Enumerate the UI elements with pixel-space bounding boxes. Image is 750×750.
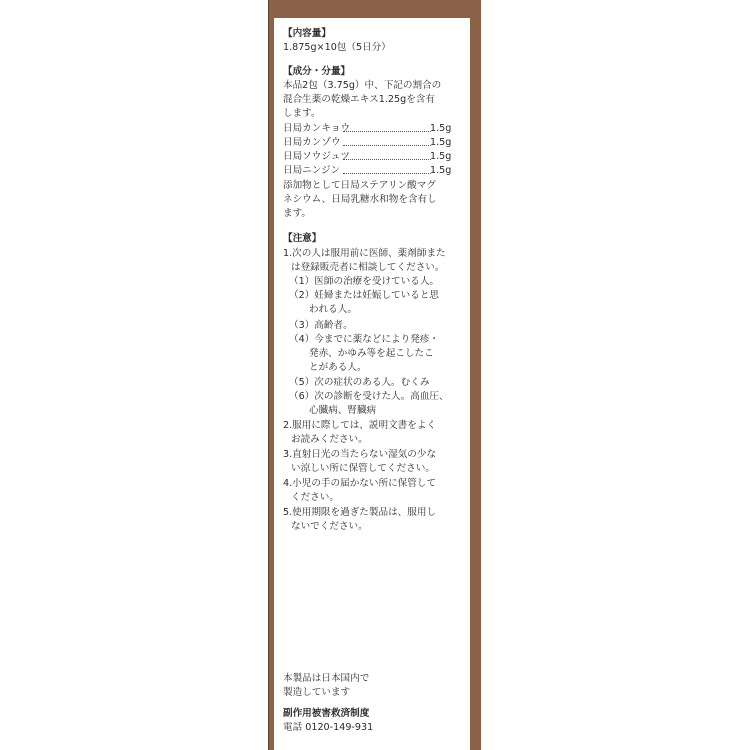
ingredient-name: 日局ニンジン <box>283 165 341 176</box>
caution-line: は登録販売者に相談してください。 <box>291 262 445 273</box>
caution-line: 2.服用に際しては、説明文書をよく <box>283 420 437 431</box>
ingredient-amount: 1.5g <box>430 123 452 134</box>
ingredient-amount: 1.5g <box>430 165 452 176</box>
caution-line: （4）今までに薬などにより発疹・ <box>289 334 440 345</box>
caution-line: お読みください。 <box>291 434 368 445</box>
caution-line: （3）高齢者。 <box>289 320 353 331</box>
ingredient-name: 日局ソウジュツ <box>283 151 350 162</box>
caution-line: （5）次の症状のある人。むくみ <box>289 377 430 388</box>
made-in-line-1: 本製品は日本国内で <box>283 673 370 684</box>
contents-value: 1.875g×10包（5日分） <box>283 42 391 53</box>
ingredient-amount: 1.5g <box>430 137 452 148</box>
caution-line: ください。 <box>291 492 339 503</box>
caution-line: われる人。 <box>309 304 357 315</box>
ingredient-row <box>283 165 473 177</box>
additive-line-3: ます。 <box>283 208 312 219</box>
caution-line: ないでください。 <box>291 521 368 532</box>
leader-dots <box>343 173 431 174</box>
leader-dots <box>343 159 431 160</box>
caution-line: （6）次の診断を受けた人。高血圧、 <box>289 391 449 402</box>
ingredients-intro-1: 本品2包（3.75g）中、下記の割合の <box>283 80 442 91</box>
made-in-line-2: 製造しています <box>283 687 351 698</box>
additive-line-1: 添加物として日局ステアリン酸マグ <box>283 180 436 191</box>
caution-line: （1）医師の治療を受けている人。 <box>289 276 440 287</box>
caution-line: 心臓病、腎臓病 <box>309 405 377 416</box>
caution-line: 4.小児の手の届かない所に保管して <box>283 478 437 489</box>
contents-heading: 【内容量】 <box>283 28 331 39</box>
ingredient-name: 日局カンゾウ <box>283 137 341 148</box>
ingredients-intro-2: 混合生薬の乾燥エキス1.25gを含有 <box>283 94 435 105</box>
caution-line: 1.次の人は服用前に医師、薬剤師また <box>283 248 446 259</box>
ingredient-row <box>283 123 473 135</box>
caution-line: い涼しい所に保管してください。 <box>291 463 435 474</box>
caution-line: 発赤、かゆみ等を起こしたこ <box>309 348 434 359</box>
ingredients-heading: 【成分・分量】 <box>283 66 351 77</box>
caution-line: （2）妊婦または妊娠していると思 <box>289 290 440 301</box>
ingredient-name: 日局カンキョウ <box>283 123 351 134</box>
caution-heading: 【注意】 <box>283 233 322 244</box>
caution-line: とがある人。 <box>309 362 367 373</box>
ingredient-row <box>283 137 473 149</box>
relief-system-heading: 副作用被害救済制度 <box>283 708 370 719</box>
ingredient-row <box>283 151 473 163</box>
caution-line: 5.使用期限を過ぎた製品は、服用し <box>283 507 437 518</box>
leader-dots <box>343 145 431 146</box>
phone-number: 電話 0120-149-931 <box>283 722 374 733</box>
leader-dots <box>343 131 431 132</box>
ingredient-amount: 1.5g <box>430 151 452 162</box>
ingredients-intro-3: します。 <box>283 108 321 119</box>
caution-line: 3.直射日光の当たらない湿気の少な <box>283 449 437 460</box>
additive-line-2: ネシウム、日局乳糖水和物を含有し <box>283 194 437 205</box>
